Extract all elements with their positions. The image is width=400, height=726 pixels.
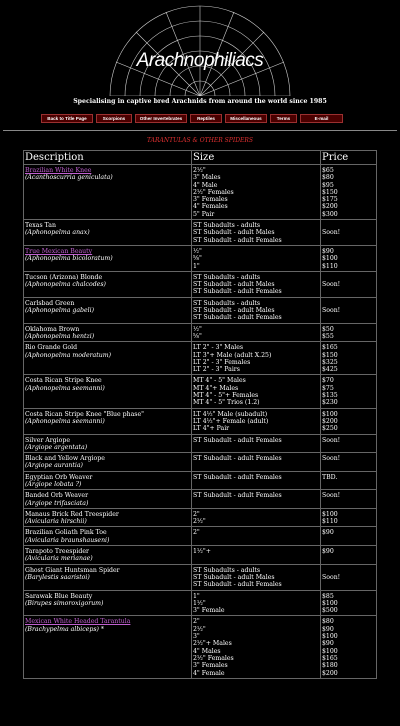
nav-button-other-invertebrates[interactable]: Other Invertebrates [135,114,187,123]
table-row [24,434,377,453]
species-cell [24,245,192,271]
size-option: ST Subadults - adults [193,299,261,307]
price-value: $110 [322,262,338,270]
price-value: $50 [322,325,334,333]
table-row [24,616,377,678]
price-value: $80 [322,174,334,182]
header-description: Description [24,151,192,165]
size-option: LT 4½" Male (subadult) [193,410,268,418]
price-value: $150 [322,188,338,196]
table-row [24,342,377,375]
price-value: TBD. [322,473,338,481]
price-cell [321,342,377,375]
size-option: 2½" Females [193,654,234,662]
size-cell [192,375,321,408]
table-row [24,408,377,434]
scientific-name: (Aphonopelma gabeli) [25,307,95,315]
size-cell [192,471,321,490]
size-cell [192,590,321,616]
size-option: ST Subadult - adult Females [193,581,282,589]
nav-button-back-to-title-page[interactable]: Back to Title Page [41,114,93,123]
price-value: $175 [322,196,338,204]
species-cell [24,165,192,220]
size-cell [192,490,321,509]
price-value: $135 [322,392,338,400]
price-value: $90 [322,548,334,556]
scientific-name: (Argiope aurantia) [25,462,83,470]
price-value: $90 [322,529,334,537]
price-value: $325 [322,358,338,366]
size-option: 2" [193,510,200,518]
nav-button-reptiles[interactable]: Reptiles [190,114,222,123]
table-row [24,323,377,342]
divider [3,130,397,131]
size-cell [192,527,321,546]
price-value: $55 [322,332,334,340]
price-value: $100 [322,599,338,607]
size-cell [192,342,321,375]
size-option: 2½" [193,625,206,633]
price-cell [321,245,377,271]
scientific-name: (Aphonopelma moderatum) [25,351,112,359]
scientific-name: (Avicularia braunshauseni) [25,536,110,544]
species-name: Brazilian Goliath Pink Toe [25,529,107,537]
price-value: $100 [322,255,338,263]
table-row [24,471,377,490]
species-name: Manaus Brick Red Treespider [25,510,119,518]
species-cell [24,375,192,408]
size-cell [192,408,321,434]
size-option: 2" [193,618,200,626]
size-option: 4" Males [193,647,221,655]
scientific-name: (Aphonopelma seemanni) [25,384,105,392]
size-option: LT 2" - 3" Males [193,344,244,352]
price-cell [321,508,377,527]
species-cell [24,434,192,453]
table-row [24,590,377,616]
size-cell [192,271,321,297]
price-cell [321,564,377,590]
species-name: Egyptian Orb Weaver [25,473,93,481]
size-cell [192,508,321,527]
size-option: ST Subadult - adult Females [193,236,282,244]
size-option: MT 4"+ Males [193,384,239,392]
scientific-name: (Aphonopelma hentzi) [25,332,95,340]
price-value: Soon! [322,573,341,581]
species-name: Oklahoma Brown [25,325,80,333]
price-value: $75 [322,384,334,392]
price-table-container [23,150,376,679]
price-value: $200 [322,203,338,211]
table-row [24,375,377,408]
species-cell [24,271,192,297]
size-option: 3" Females [193,662,228,670]
size-option: ST Subadults - adults [193,273,261,281]
size-option: ST Subadult - adult Females [193,288,282,296]
species-cell [24,342,192,375]
size-option: 4" Females [193,203,228,211]
price-cell [321,471,377,490]
price-value: $230 [322,399,338,407]
price-cell [321,297,377,323]
species-cell [24,508,192,527]
logo-text: Arachnophiliacs [136,50,264,71]
price-value [322,274,375,281]
price-value: $150 [322,351,338,359]
species-link[interactable]: Mexican White Headed Tarantula [25,618,131,626]
price-value: $200 [322,669,338,677]
species-name: Black and Yellow Argiope [25,455,105,463]
size-option: 1" [193,592,200,600]
price-cell [321,490,377,509]
price-value [322,567,375,574]
table-row [24,564,377,590]
size-option: MT 4" - 5"+ Females [193,392,259,400]
scientific-name: (Aphonopelma seemanni) [25,417,105,425]
price-value: $90 [322,625,334,633]
scientific-name: (Argiope trifasciata) [25,499,89,507]
price-cell [321,590,377,616]
species-name: Costa Rican Stripe Knee "Blue phase" [25,410,144,418]
scientific-name: (Aphonopelma bicoloratum) [25,255,113,263]
price-value: $165 [322,344,338,352]
size-option: 5" Pair [193,210,215,218]
species-cell [24,323,192,342]
header-size: Size [192,151,321,165]
price-value: $85 [322,592,334,600]
page-header [0,0,400,128]
species-cell [24,616,192,678]
species-cell [24,453,192,472]
size-option: ST Subadults - adults [193,222,261,230]
price-value: Soon! [322,492,341,500]
size-cell [192,245,321,271]
size-option: ST Subadult - adult Females [193,455,282,463]
species-name: Silver Argiope [25,436,70,444]
size-option: 4" Female [193,669,225,677]
price-value: $90 [322,640,334,648]
size-option: 2½" [193,167,206,174]
size-option: ½" [193,325,202,333]
nav-button-terms[interactable]: Terms [270,114,297,123]
size-option: LT 2" - 3" Females [193,358,251,366]
size-option: 1" [193,262,200,270]
price-value: $100 [322,647,338,655]
species-cell [24,471,192,490]
size-cell [192,297,321,323]
table-row [24,527,377,546]
size-cell [192,434,321,453]
scientific-name: (Avicularia merianae) [25,555,93,563]
header-price: Price [321,151,377,165]
size-option: ½" [193,247,202,255]
size-option: 2" [193,529,200,537]
price-value: $250 [322,425,338,433]
size-cell [192,616,321,678]
size-cell [192,546,321,565]
size-option: ⅝" [193,332,202,340]
size-option: 1½" [193,599,206,607]
table-row [24,546,377,565]
scientific-name: (Aphonopelma anax) [25,229,90,237]
size-option: 2½" [193,518,206,526]
table-header-row [24,151,377,165]
species-cell [24,590,192,616]
price-value [322,237,375,244]
price-value: $65 [322,167,334,174]
section-title: TARANTULAS & OTHER SPIDERS [146,137,254,144]
species-name: Costa Rican Stripe Knee [25,377,102,385]
species-cell [24,564,192,590]
scientific-name: (Acanthoscurria geniculata) [25,174,113,182]
species-link[interactable]: True Mexican Beauty [25,247,93,255]
species-cell [24,546,192,565]
size-option: ST Subadult - adult Females [193,436,282,444]
price-cell [321,165,377,220]
size-cell [192,165,321,220]
web-logo-icon [100,0,300,96]
size-option: ST Subadult - adult Females [193,473,282,481]
size-option: ST Subadult - adult Females [193,492,282,500]
price-cell [321,408,377,434]
nav-button-miscellaneous[interactable]: Miscellaneous [225,114,267,123]
size-option: 1½"+ [193,548,211,556]
scientific-name: (Barylestis saaristoi) [25,573,90,581]
price-value: Soon! [322,229,341,237]
price-value [322,300,375,307]
price-cell [321,453,377,472]
scientific-name: (Avicularia hirschii) [25,518,87,526]
size-option: LT 2" - 3" Pairs [193,366,240,374]
price-cell [321,375,377,408]
scientific-name: (Argiope argentata) [25,443,88,451]
size-option: 4" Male [193,181,218,189]
scientific-name: (Brachypelma albiceps) * [25,625,105,633]
nav-button-scorpions[interactable]: Scorpions [96,114,132,123]
size-option: ST Subadult - adult Females [193,314,282,322]
size-option: 3" Males [193,174,221,182]
species-name: Sarawak Blue Beauty [25,592,93,600]
price-value: Soon! [322,307,341,315]
price-cell [321,527,377,546]
price-table [23,150,377,679]
species-name: Ghost Giant Huntsman Spider [25,566,120,574]
tagline: Specialising in captive bred Arachnids from around the world since 1985 [73,98,327,105]
price-value: $110 [322,518,338,526]
size-option: ST Subadult - adult Males [193,307,275,315]
price-value: $180 [322,662,338,670]
size-cell [192,564,321,590]
species-cell [24,490,192,509]
price-value: $80 [322,618,334,626]
scientific-name: (Birupes simoroxigorum) [25,599,104,607]
price-value [322,314,375,321]
species-cell [24,220,192,246]
size-option: ST Subadults - adults [193,566,261,574]
table-row [24,271,377,297]
size-option: 2½" Females [193,188,234,196]
scientific-name: (Aphonopelma chalcodes) [25,281,106,289]
price-value [322,288,375,295]
table-row [24,453,377,472]
nav-bar [41,114,361,123]
price-value: Soon! [322,281,341,289]
price-value: $300 [322,210,338,218]
price-value: Soon! [322,455,341,463]
price-value: Soon! [322,436,341,444]
price-value: $100 [322,410,338,418]
size-option: 3" Females [193,196,228,204]
species-cell [24,527,192,546]
species-name: Carlsbad Green [25,299,75,307]
table-row [24,508,377,527]
size-option: ST Subadult - adult Males [193,573,275,581]
price-value: $70 [322,377,334,385]
table-row [24,297,377,323]
price-value: $200 [322,417,338,425]
species-name: Texas Tan [25,222,56,230]
price-cell [321,271,377,297]
size-option: LT 3"+ Male (adult X.25) [193,351,272,359]
price-value: $165 [322,654,338,662]
price-value: $90 [322,247,334,255]
species-name: Tarapoto Treespider [25,548,89,556]
species-name: Rio Grande Gold [25,344,78,352]
price-value [322,581,375,588]
table-row [24,490,377,509]
price-value [322,222,375,229]
price-value: $100 [322,510,338,518]
price-cell [321,323,377,342]
size-option: MT 4" - 5" Trios (1.2) [193,399,260,407]
table-row [24,220,377,246]
species-name: Tucson (Arizona) Blonde [25,273,103,281]
species-name: Banded Orb Weaver [25,492,89,500]
size-cell [192,220,321,246]
size-option: MT 4" - 5" Males [193,377,246,385]
price-value: $500 [322,607,338,615]
size-option: ⅝" [193,255,202,263]
table-row [24,165,377,220]
size-option: ST Subadult - adult Males [193,229,275,237]
nav-button-e-mail[interactable]: E-mail [300,114,343,123]
table-row [24,245,377,271]
species-link[interactable]: Brazilian White Knee [25,167,92,174]
price-value: $95 [322,181,334,189]
size-option: 3" [193,633,200,641]
price-cell [321,616,377,678]
price-cell [321,546,377,565]
size-option: LT 4"+ Pair [193,425,230,433]
price-value: $425 [322,366,338,374]
size-cell [192,453,321,472]
size-cell [192,323,321,342]
price-cell [321,220,377,246]
price-cell [321,434,377,453]
scientific-name: (Argiope lobata ?) [25,480,82,488]
size-option: 3" Female [193,607,225,615]
species-cell [24,408,192,434]
species-cell [24,297,192,323]
size-option: LT 4½"+ Female (adult) [193,417,269,425]
price-value: $100 [322,633,338,641]
size-option: 2½"+ Males [193,640,232,648]
size-option: ST Subadult - adult Males [193,281,275,289]
